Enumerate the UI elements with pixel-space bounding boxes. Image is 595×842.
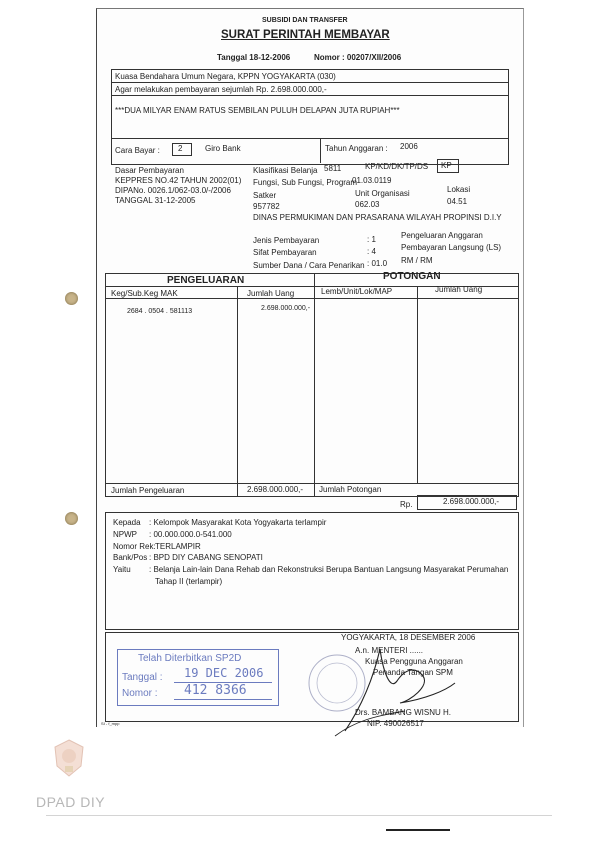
doc-number: Nomor : 00207/XII/2006 [314, 53, 402, 62]
rp-label: Rp. [400, 500, 413, 509]
punch-hole [65, 292, 78, 305]
scan-mark [386, 829, 450, 831]
payment-order-box [111, 69, 509, 165]
dasar-label: Dasar Pembayaran [115, 166, 184, 175]
unit-label: Unit Organisasi [355, 189, 410, 198]
col-lemb-map: Lemb/Unit/Lok/MAP [321, 287, 393, 296]
sifat-label: Sifat Pembayaran [253, 248, 317, 257]
fungsi-label: Fungsi, Sub Fungsi, Program [253, 178, 358, 187]
handwritten-signature [305, 641, 475, 741]
kepada-label: Kepada [113, 518, 141, 527]
doc-title: SURAT PERINTAH MEMBAYAR [221, 29, 390, 41]
npwp-value: : 00.000.000.0-541.000 [149, 530, 232, 539]
signer-nip: NIP. 490026517 [367, 719, 424, 728]
klasifikasi-code: 5811 [324, 164, 342, 173]
potongan-header: POTONGAN [383, 271, 441, 282]
jenis-code: : 1 [367, 235, 376, 244]
scan-edge [46, 815, 552, 816]
col-keg-mak: Keg/Sub.Keg MAK [111, 289, 178, 298]
doc-date: Tanggal 18-12-2006 [217, 53, 291, 62]
form-code: SI - f_mpp [101, 721, 120, 726]
fungsi-value: 01.03.0119 [352, 176, 392, 185]
dasar-dipa: DIPANo. 0026.1/062-03.0/-/2006 [115, 186, 231, 195]
sifat-code: : 4 [367, 247, 376, 256]
watermark-text: DPAD DIY [36, 794, 106, 810]
stamp-nomor-value: 412 8366 [184, 683, 247, 698]
kuasa-bun: Kuasa Bendahara Umum Negara, KPPN YOGYAKARTA (030) [115, 72, 336, 81]
punch-hole [65, 512, 78, 525]
place-date: YOGYAKARTA, 18 DESEMBER 2006 [341, 633, 476, 642]
row-jumlah-uang: 2.698.000.000,- [261, 305, 311, 312]
satker-label: Satker [253, 191, 277, 200]
npwp-label: NPWP [113, 530, 137, 539]
col-jumlah-uang: Jumlah Uang [247, 289, 295, 298]
signer-name: Drs. BAMBANG WISNU H. [355, 708, 452, 717]
bank-label: Bank/Pos [113, 553, 148, 562]
jenis-label: Jenis Pembayaran [253, 236, 320, 245]
jenis-value: Pengeluaran Anggaran [401, 231, 483, 240]
satker-value: 957782 [253, 202, 280, 211]
bank-value: : BPD DIY CABANG SENOPATI [149, 553, 263, 562]
jumlah-pengeluaran-label: Jumlah Pengeluaran [111, 486, 185, 495]
jumlah-pengeluaran-value: 2.698.000.000,- [247, 485, 304, 494]
dasar-keppres: KEPPRES NO.42 TAHUN 2002(01) [115, 176, 242, 185]
rekening-label: Nomor Rek: [113, 542, 156, 551]
pengeluaran-header: PENGELUARAN [167, 275, 245, 286]
penanda-tangan: Penanda Tangan SPM [373, 668, 453, 677]
tahun-anggaran-label: Tahun Anggaran : [325, 144, 388, 153]
kepada-value: : Kelompok Masyarakat Kota Yogyakarta terlampir [149, 518, 327, 527]
lokasi-label: Lokasi [447, 185, 471, 194]
sp2d-stamp [117, 649, 279, 706]
kuasa-pengguna: Kuasa Pengguna Anggaran [365, 657, 463, 666]
sifat-value: Pembayaran Langsung (LS) [401, 243, 502, 252]
spm-document [96, 8, 524, 727]
cara-bayar-label: Cara Bayar : [115, 146, 160, 155]
dasar-tanggal: TANGGAL 31-12-2005 [115, 196, 196, 205]
sumber-code: : 01.0 [367, 259, 388, 268]
amount-instruction: Agar melakukan pembayaran sejumlah Rp. 2.698.000.000,- [115, 85, 327, 94]
yaitu-value: : Belanja Lain-lain Dana Rehab dan Rekonstruksi Berupa Bantuan Langsung Masyarakat Perumahan [149, 565, 509, 574]
jumlah-potongan-label: Jumlah Potongan [319, 485, 382, 494]
doc-subtitle: SUBSIDI DAN TRANSFER [262, 17, 348, 24]
rekening-value: TERLAMPIR [155, 542, 201, 551]
kp-value: KP [441, 161, 452, 170]
cara-bayar-code: 2 [178, 144, 183, 153]
stamp-title: Telah Diterbitkan SP2D [138, 653, 242, 664]
lokasi-value: 04.51 [447, 197, 468, 206]
amount-in-words: ***DUA MILYAR ENAM RATUS SEMBILAN PULUH DELAPAN JUTA RUPIAH*** [115, 106, 400, 115]
yaitu-label: Yaitu [113, 565, 131, 574]
col-jumlah-uang-potongan: Jumlah Uang [435, 285, 483, 294]
stamp-tanggal-value: 19 DEC 2006 [184, 666, 264, 680]
sumber-label: Sumber Dana / Cara Penarikan [253, 261, 365, 270]
stamp-tanggal-label: Tanggal : [122, 672, 163, 683]
yaitu-value-2: Tahap II (terlampir) [155, 577, 223, 586]
dinas-name: DINAS PERMUKIMAN DAN PRASARANA WILAYAH PROPINSI D.I.Y [253, 213, 502, 222]
cara-bayar-value: Giro Bank [205, 144, 241, 153]
tahun-anggaran-value: 2006 [400, 142, 418, 151]
rp-total: 2.698.000.000,- [443, 497, 500, 506]
row-keg-mak: 2684 . 0504 . 581113 [127, 308, 193, 315]
dpad-logo [52, 738, 86, 778]
sumber-value: RM / RM [401, 256, 433, 265]
an-menteri: A.n. MENTERI ...... [355, 646, 424, 655]
unit-value: 062.03 [355, 200, 380, 209]
kp-label: KP/KD/DK/TP/DS [365, 162, 429, 171]
klasifikasi-label: Klasifikasi Belanja [253, 166, 318, 175]
stamp-nomor-label: Nomor : [122, 688, 158, 699]
